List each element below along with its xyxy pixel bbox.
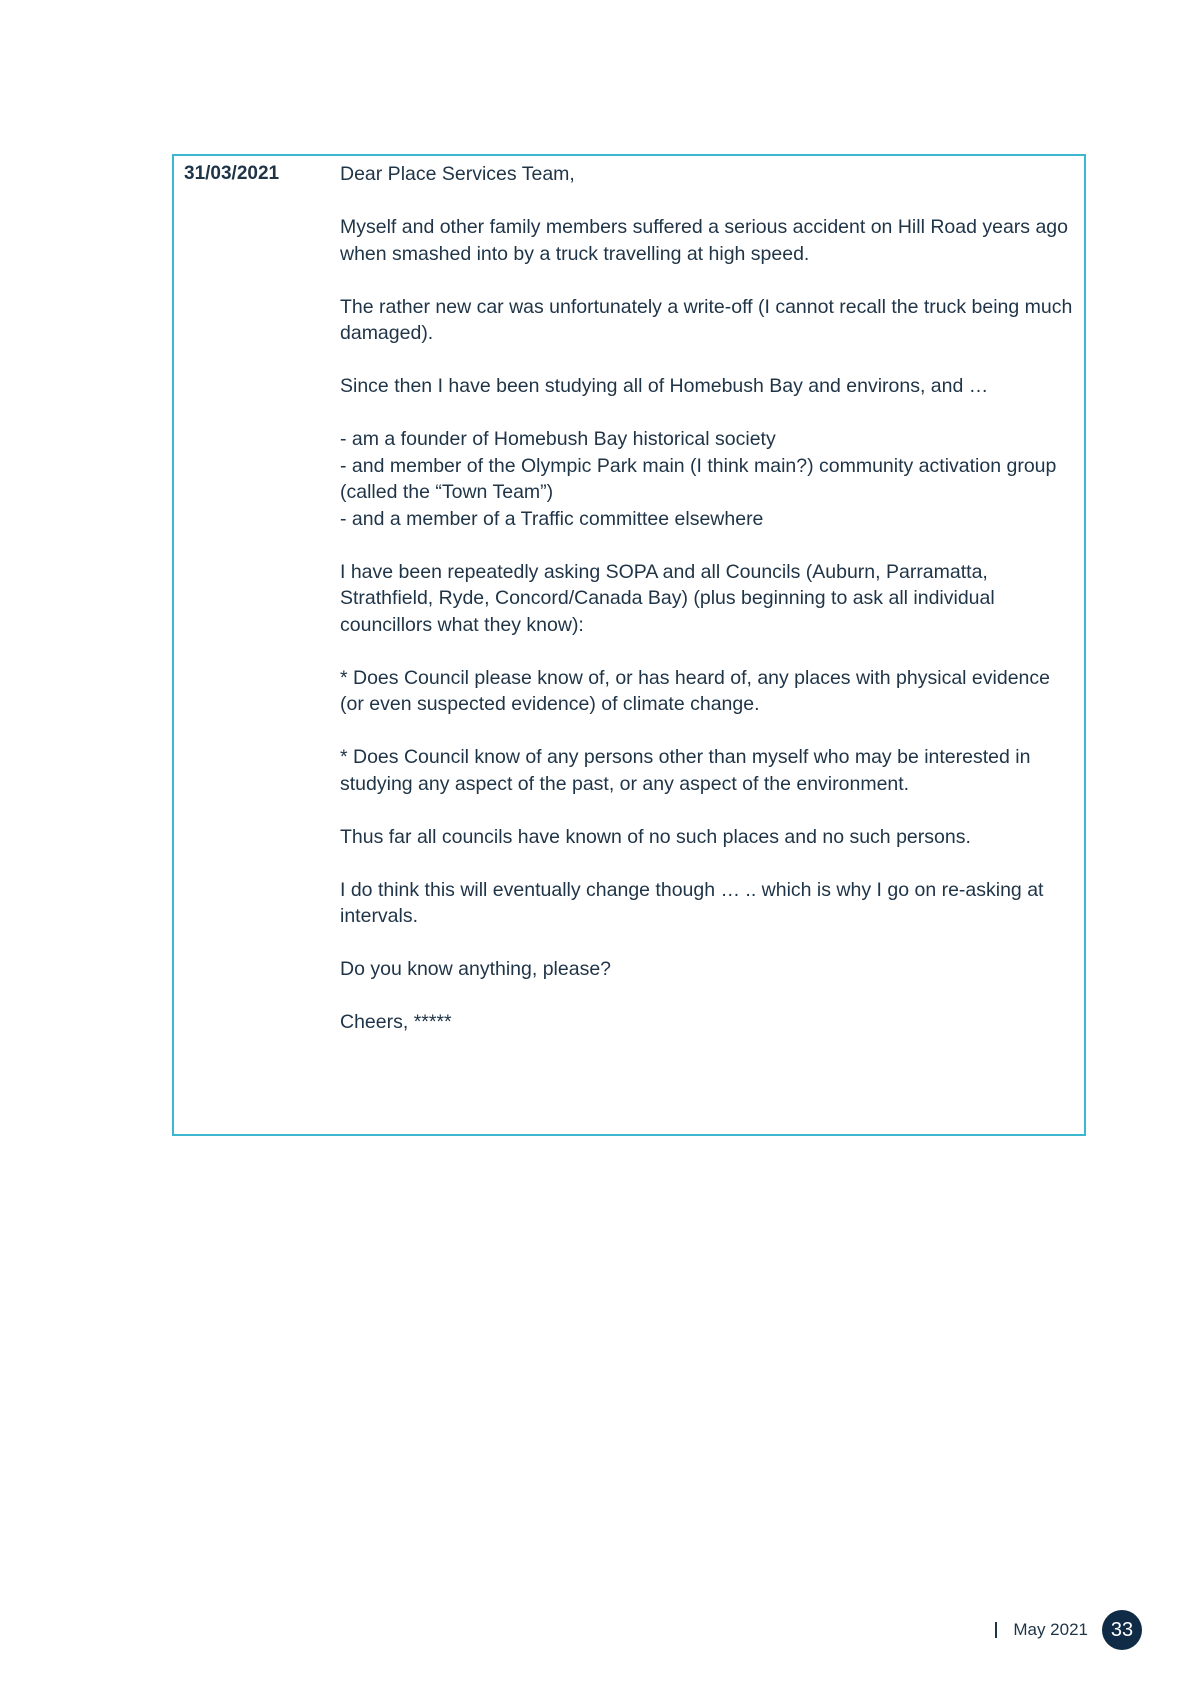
list-item: - and member of the Olympic Park main (I think main?) community activation group (called the “Town Team”) [340,454,1057,503]
paragraph-question: Do you know anything, please? [340,958,612,980]
page-number-badge: 33 [1102,1610,1142,1650]
question-places: * Does Council please know of, or has heard of, any places with physical evidence (or even suspected evidence) of climate change. [340,666,1050,715]
submission-date: 31/03/2021 [184,163,280,184]
paragraph-studying: Since then I have been studying all of Homebush Bay and environs, and … [340,375,989,397]
signoff: Cheers, ***** [340,1011,452,1033]
paragraph-reasking: I do think this will eventually change though … .. which is why I go on re-asking at intervals. [340,878,1044,927]
list-item: - and a member of a Traffic committee elsewhere [340,507,764,530]
greeting: Dear Place Services Team, [340,163,575,185]
footer-date: May 2021 [1013,1620,1088,1639]
paragraph-car: The rather new car was unfortunately a write-off (I cannot recall the truck being much damaged). [340,295,1073,344]
paragraph-accident: Myself and other family members suffered a serious accident on Hill Road years ago when smashed into by a truck travelling at high speed. [340,216,1068,265]
footer-divider [995,1622,997,1638]
question-persons: * Does Council know of any persons other than myself who may be interested in studying any aspect of the past, or any aspect of the environment. [340,746,1031,795]
paragraph-asking: I have been repeatedly asking SOPA and all Councils (Auburn, Parramatta, Strathfield, Ryde, Concord/Canada Bay) (plus beginning to ask all individual councillors what they know): [340,560,995,636]
submission-box [172,154,1086,1136]
paragraph-result: Thus far all councils have known of no such places and no such persons. [340,825,971,848]
submission-message [340,161,1076,1062]
page-footer [995,1610,1142,1650]
list-item: - am a founder of Homebush Bay historical society [340,428,776,450]
